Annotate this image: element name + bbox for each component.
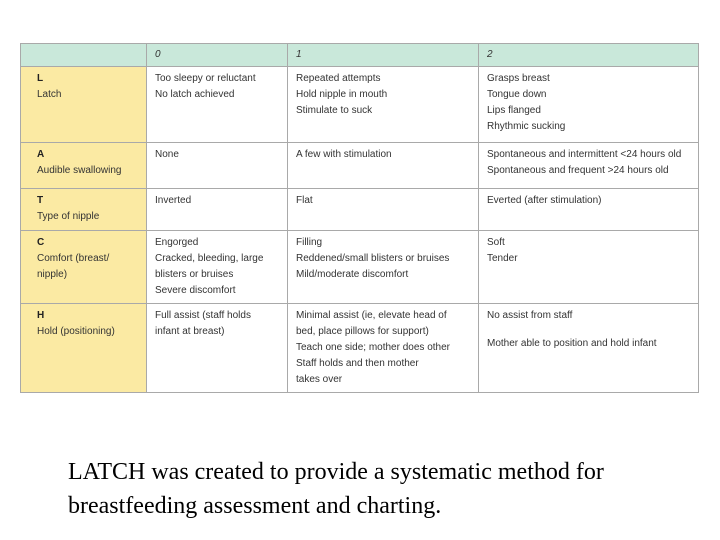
criterion-text: Staff holds and then mother [296, 358, 419, 369]
criterion-text: Stimulate to suck [296, 105, 373, 116]
category-name: Latch [37, 89, 62, 100]
score-0-cell [147, 189, 288, 231]
criterion-text: Spontaneous and frequent >24 hours old [487, 165, 669, 176]
criterion-text: No latch achieved [155, 89, 235, 100]
category-cell [21, 231, 147, 304]
category-letter: T [37, 195, 44, 206]
score-0-cell [147, 231, 288, 304]
criterion-text: Soft [487, 237, 505, 248]
category-name: nipple) [37, 269, 68, 280]
criterion-text: No assist from staff [487, 310, 573, 321]
caption: LATCH was created to provide a systematic method for breastfeeding assessment and charting. [68, 459, 604, 519]
header-cell-corner [21, 44, 147, 67]
criterion-text: infant at breast) [155, 326, 225, 337]
table-row [21, 143, 699, 189]
category-cell [21, 189, 147, 231]
criterion-text: Severe discomfort [155, 285, 236, 296]
table-row [21, 67, 699, 143]
criterion-text: Teach one side; mother does other [296, 342, 450, 353]
table-row [21, 189, 699, 231]
score-0-cell [147, 304, 288, 393]
category-letter: L [37, 73, 44, 84]
criterion-text: Grasps breast [487, 73, 550, 84]
score-0-cell [147, 67, 288, 143]
score-1-cell [288, 231, 479, 304]
score-1-cell [288, 304, 479, 393]
criterion-text: Mild/moderate discomfort [296, 269, 409, 280]
header-cell-score-1: 1 [288, 44, 479, 67]
category-name: Hold (positioning) [37, 326, 115, 337]
table-header-row [21, 44, 699, 67]
score-2-cell [479, 304, 699, 393]
latch-scoring-table [20, 43, 699, 393]
category-name: Type of nipple [37, 211, 100, 222]
criterion-text: None [155, 149, 179, 160]
criterion-text: Inverted [155, 195, 192, 206]
criterion-text: Engorged [155, 237, 199, 248]
criterion-text: Mother able to position and hold infant [487, 338, 657, 349]
category-name: Comfort (breast/ [37, 253, 110, 264]
criterion-text: Cracked, bleeding, large [155, 253, 264, 264]
criterion-text: takes over [296, 374, 343, 385]
category-cell [21, 67, 147, 143]
criterion-text: Full assist (staff holds [155, 310, 251, 321]
score-2-cell [479, 143, 699, 189]
criterion-text: Reddened/small blisters or bruises [296, 253, 450, 264]
score-2-cell [479, 189, 699, 231]
score-0-cell [147, 143, 288, 189]
criterion-text: Tender [487, 253, 518, 264]
criterion-text: blisters or bruises [155, 269, 234, 280]
category-cell [21, 143, 147, 189]
header-cell-score-0: 0 [147, 44, 288, 67]
criterion-text: Lips flanged [487, 105, 541, 116]
criterion-text: A few with stimulation [296, 149, 392, 160]
criterion-text: Filling [296, 237, 323, 248]
score-1-cell [288, 143, 479, 189]
criterion-text: Hold nipple in mouth [296, 89, 388, 100]
criterion-text: bed, place pillows for support) [296, 326, 429, 337]
criterion-text: Repeated attempts [296, 73, 381, 84]
table-row [21, 231, 699, 304]
table-body [21, 67, 699, 393]
category-letter: A [37, 149, 45, 160]
score-1-cell [288, 189, 479, 231]
table-row [21, 304, 699, 393]
line-gap [487, 324, 690, 336]
category-letter: H [37, 310, 45, 321]
criterion-text: Flat [296, 195, 313, 206]
category-letter: C [37, 237, 45, 248]
header-cell-score-2: 2 [479, 44, 699, 67]
category-cell [21, 304, 147, 393]
criterion-text: Too sleepy or reluctant [155, 73, 256, 84]
criterion-text: Spontaneous and intermittent <24 hours old [487, 149, 682, 160]
criterion-text: Minimal assist (ie, elevate head of [296, 310, 447, 321]
score-2-cell [479, 67, 699, 143]
score-2-cell [479, 231, 699, 304]
score-1-cell [288, 67, 479, 143]
criterion-text: Everted (after stimulation) [487, 195, 602, 206]
criterion-text: Rhythmic sucking [487, 121, 566, 132]
criterion-text: Tongue down [487, 89, 547, 100]
category-name: Audible swallowing [37, 165, 122, 176]
